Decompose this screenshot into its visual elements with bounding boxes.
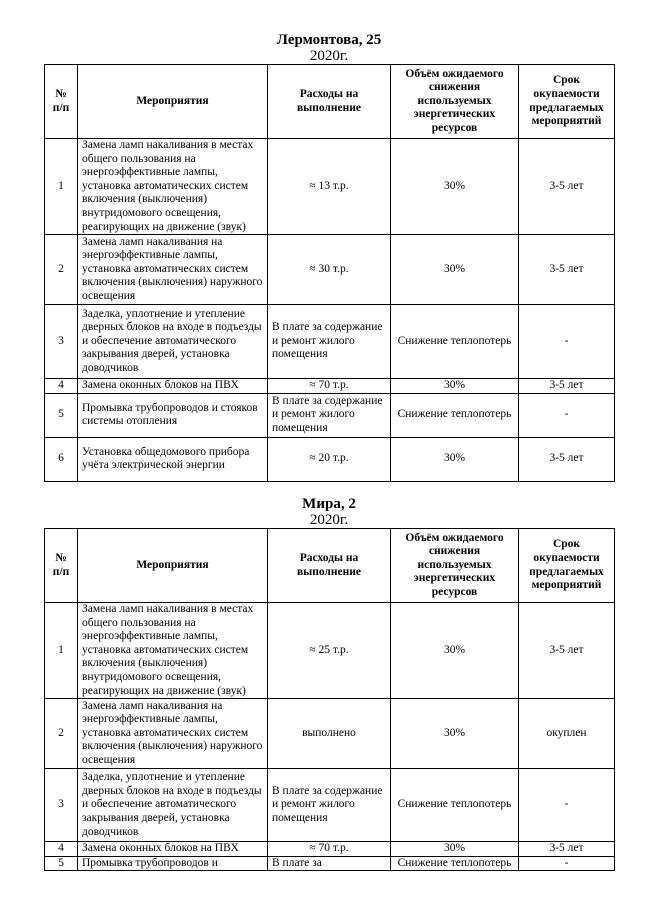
table-header-row <box>45 65 615 139</box>
row-reduction: Снижение теплопотерь <box>391 393 519 437</box>
row-cost: ≈ 13 т.р. <box>268 139 391 235</box>
header-reduction: Объём ожидаемого снижения используемых энергетических ресурсов <box>391 529 519 603</box>
row-measure: Замена ламп накаливания в местах общего пользования на энергоэффективные лампы, установка автоматических систем включения (выключения) внутридомового освещения, реагирующих на движение (звук) <box>78 139 268 235</box>
row-payback: 3-5 лет <box>519 139 615 235</box>
header-num: № п/п <box>45 65 78 139</box>
section-year: 2020г. <box>309 48 349 64</box>
row-reduction: 30% <box>391 842 519 857</box>
table-row <box>45 235 615 305</box>
row-cost: В плате за содержание и ремонт жилого помещения <box>268 393 391 437</box>
row-measure: Замена ламп накаливания на энергоэффективные лампы, установка автоматических систем включения (выключения) наружного освещения <box>78 699 268 769</box>
table-row <box>45 699 615 769</box>
section-lermontova <box>44 32 614 482</box>
row-reduction: 30% <box>391 603 519 699</box>
row-reduction: Снижение теплопотерь <box>391 305 519 379</box>
row-reduction: 30% <box>391 699 519 769</box>
table-row <box>45 437 615 481</box>
table-row <box>45 603 615 699</box>
header-payback: Срок окупаемости предлагаемых мероприятий <box>519 65 615 139</box>
row-payback: - <box>519 393 615 437</box>
row-payback: 3-5 лет <box>519 842 615 857</box>
section-title: Мира, 2 <box>302 496 356 512</box>
row-num: 6 <box>45 437 78 481</box>
row-reduction: Снижение теплопотерь <box>391 856 519 871</box>
section-year: 2020г. <box>309 512 349 528</box>
measures-table <box>44 64 615 482</box>
row-reduction: 30% <box>391 139 519 235</box>
row-num: 5 <box>45 393 78 437</box>
row-measure: Промывка трубопроводов и <box>78 856 268 871</box>
measures-table <box>44 528 615 871</box>
row-measure: Замена ламп накаливания на энергоэффективные лампы, установка автоматических систем включения (выключения) наружного освещения <box>78 235 268 305</box>
row-cost: ≈ 70 т.р. <box>268 842 391 857</box>
row-reduction: Снижение теплопотерь <box>391 769 519 842</box>
row-num: 5 <box>45 856 78 871</box>
table-row <box>45 842 615 857</box>
row-payback: - <box>519 769 615 842</box>
row-cost: ≈ 25 т.р. <box>268 603 391 699</box>
row-measure: Замена ламп накаливания в местах общего пользования на энергоэффективные лампы, установка автоматических систем включения (выключения) внутридомового освещения, реагирующих на движение (звук) <box>78 603 268 699</box>
row-num: 3 <box>45 769 78 842</box>
row-reduction: 30% <box>391 379 519 394</box>
header-measures: Мероприятия <box>78 65 268 139</box>
table-row <box>45 305 615 379</box>
table-row <box>45 379 615 394</box>
section-mira <box>44 496 614 871</box>
row-num: 1 <box>45 139 78 235</box>
header-measures: Мероприятия <box>78 529 268 603</box>
row-payback: 3-5 лет <box>519 235 615 305</box>
row-payback: окуплен <box>519 699 615 769</box>
row-num: 4 <box>45 842 78 857</box>
header-cost: Расходы на выполнение <box>268 65 391 139</box>
row-reduction: 30% <box>391 437 519 481</box>
row-num: 2 <box>45 699 78 769</box>
row-cost: В плате за <box>268 856 391 871</box>
row-num: 4 <box>45 379 78 394</box>
row-cost: выполнено <box>268 699 391 769</box>
table-row <box>45 393 615 437</box>
row-cost: ≈ 70 т.р. <box>268 379 391 394</box>
row-cost: В плате за содержание и ремонт жилого помещения <box>268 305 391 379</box>
row-num: 1 <box>45 603 78 699</box>
row-measure: Промывка трубопроводов и стояков системы отопления <box>78 393 268 437</box>
row-cost: ≈ 30 т.р. <box>268 235 391 305</box>
row-num: 2 <box>45 235 78 305</box>
table-row <box>45 769 615 842</box>
row-num: 3 <box>45 305 78 379</box>
header-reduction: Объём ожидаемого снижения используемых энергетических ресурсов <box>391 65 519 139</box>
row-reduction: 30% <box>391 235 519 305</box>
section-title: Лермонтова, 25 <box>276 32 382 48</box>
header-payback: Срок окупаемости предлагаемых мероприятий <box>519 529 615 603</box>
table-row <box>45 139 615 235</box>
row-measure: Замена оконных блоков на ПВХ <box>78 379 268 394</box>
row-measure: Заделка, уплотнение и утепление дверных блоков на входе в подъезды и обеспечение автоматического закрывания дверей, установка доводчиков <box>78 769 268 842</box>
row-cost: В плате за содержание и ремонт жилого помещения <box>268 769 391 842</box>
table-row <box>45 856 615 871</box>
row-measure: Заделка, уплотнение и утепление дверных блоков на входе в подъезды и обеспечение автоматического закрывания дверей, установка доводчиков <box>78 305 268 379</box>
row-payback: - <box>519 856 615 871</box>
row-payback: 3-5 лет <box>519 603 615 699</box>
header-cost: Расходы на выполнение <box>268 529 391 603</box>
row-payback: - <box>519 305 615 379</box>
row-cost: ≈ 20 т.р. <box>268 437 391 481</box>
table-header-row <box>45 529 615 603</box>
row-payback: 3-5 лет <box>519 379 615 394</box>
row-measure: Замена оконных блоков на ПВХ <box>78 842 268 857</box>
row-payback: 3-5 лет <box>519 437 615 481</box>
header-num: № п/п <box>45 529 78 603</box>
row-measure: Установка общедомового прибора учёта электрической энергии <box>78 437 268 481</box>
